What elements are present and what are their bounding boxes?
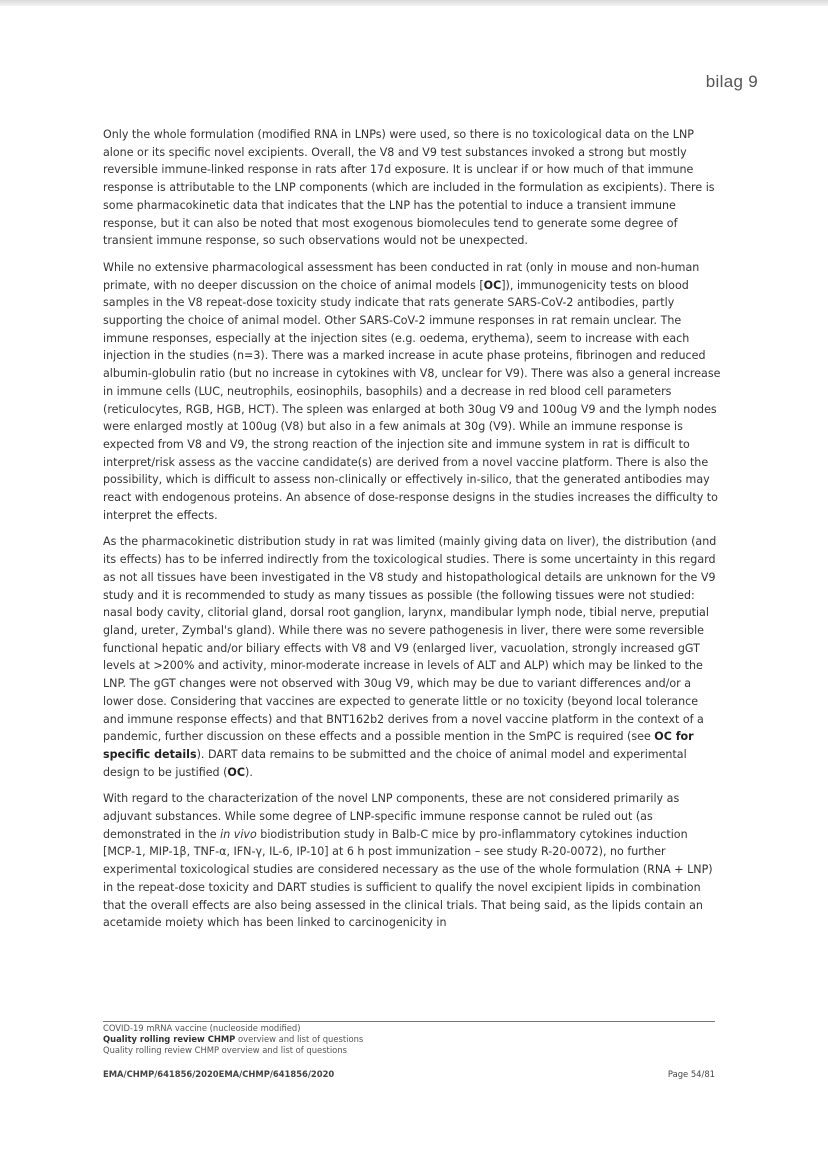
page-header-label: bilag 9 [705, 72, 758, 91]
paragraph [103, 259, 721, 525]
paragraph [103, 790, 721, 932]
document-reference: EMA/CHMP/641856/2020EMA/CHMP/641856/2020 [103, 1069, 335, 1079]
footer-title-line [103, 1034, 723, 1045]
text-run: With regard to the characterization of the novel LNP components, these are not considered primarily as adjuvant substances. While some degree of LNP-specific immune response cannot be ruled out (as demonstrated in the [103, 792, 680, 841]
page-top-edge [0, 0, 828, 6]
footer-product-line: COVID-19 mRNA vaccine (nucleoside modified) [103, 1023, 301, 1033]
text-run: ]), immunogenicity tests on blood samples in the V8 repeat-dose toxicity study indicate that rats generate SARS-CoV-2 antibodies, partly supporting the choice of animal model. Other SARS-CoV-2 immune responses in rat remain unclear. The immune responses, especially at the injection sites (e.g. oedema, erythema), seem to increase with each injection in the studies (n=3). There was a marked increase in acute phase proteins, fibrinogen and reduced albumin-globulin ratio (but no increase in cytokines with V8, unclear for V9). There was also a general increase in immune cells (LUC, neutrophils, eosinophils, basophils) and a decrease in red blood cell parameters (reticulocytes, RGB, HGB, HCT). The spleen was enlarged at both 30ug V9 and 100ug V9 and the lymph nodes were enlarged mostly at 100ug (V8) but also in a few animals at 30g (V9). While an immune response is expected from V8 and V9, the strong reaction of the injection site and immune system in rat is difficult to interpret/risk assess as the vaccine candidate(s) are derived from a novel vaccine platform. There is also the possibility, which is difficult to assess non-clinically or effectively in-silico, that the generated antibodies may react with endogenous proteins. An absence of dose-response designs in the studies increases the difficulty to interpret the effects. [103, 278, 721, 522]
page-footer [103, 1023, 723, 1055]
bold-text: OC [227, 765, 245, 779]
text-run: biodistribution study in Balb-C mice by pro-inflammatory cytokines induction [MCP-1, MIP-1β, TNF-α, IFN-γ, IL-6, IP-10] at 6 h post immunization – see study R-20-0072), no further experimental toxicological studies are considered necessary as the use of the whole formulation (RNA + LNP) in the repeat-dose toxicity and DART studies is sufficient to qualify the novel excipient lipids in combination that the overall effects are also being assessed in the clinical trials. That being said, as the lipids contain an acetamide moiety which has been linked to carcinogenicity in [103, 827, 713, 930]
footer-title-repeat: Quality rolling review CHMP overview and list of questions [103, 1044, 347, 1055]
bold-text: OC [483, 278, 502, 292]
bold-text: OC for specific details [103, 730, 694, 761]
italic-text: in vivo [220, 827, 257, 841]
page-number: Page 54/81 [667, 1069, 715, 1079]
footer-title-bold: Quality rolling review CHMP [103, 1033, 236, 1044]
paragraph [103, 533, 721, 781]
text-run: As the pharmacokinetic distribution study in rat was limited (mainly giving data on liver), the distribution (and its effects) has to be inferred indirectly from the toxicological studies. There is some uncertainty in this regard as not all tissues have been investigated in the V8 study and histopathological details are unknown for the V9 study and it is recommended to study as many tissues as possible (the following tissues were not studied: nasal body cavity, clitorial gland, dorsal root ganglion, larynx, mandibular lymph node, tibial nerve, preputial gland, ureter, Zymbal's gland). While there was no severe pathogenesis in liver, there were some reversible functional hepatic and/or biliary effects with V8 and V9 (enlarged liver, vacuolation, strongly increased gGT levels at >200% and activity, minor-moderate increase in levels of ALT and ALP) which may be linked to the LNP. The gGT changes were not observed with 30ug V9, which may be due to variant differences and/or a lower dose. Considering that vaccines are expected to generate little or no toxicity (beyond local tolerance and immune response effects) and that BNT162b2 derives from a novel vaccine platform in the context of a pandemic, further discussion on these effects and a possible mention in the SmPC is required (see [103, 535, 717, 744]
text-run: ). [245, 765, 253, 779]
footer-divider [103, 1021, 715, 1022]
text-run: ). DART data remains to be submitted and the choice of animal model and experimental design to be justified ( [103, 747, 687, 779]
document-body [103, 126, 721, 941]
text-run: While no extensive pharmacological assessment has been conducted in rat (only in mouse and non-human primate, with no deeper discussion on the choice of animal models [ [103, 260, 700, 292]
text-run: Only the whole formulation (modified RNA in LNPs) were used, so there is no toxicological data on the LNP alone or its specific novel excipients. Overall, the V8 and V9 test substances invoked a strong but mostly reversible immune-linked response in rats after 17d exposure. It is unclear if or how much of that immune response is attributable to the LNP components (which are included in the formulation as excipients). There is some pharmacokinetic data that indicates that the LNP has the potential to induce a transient immune response, but it can also be noted that most exogenous biomolecules tend to generate some degree of transient immune response, so such observations would not be unexpected. [103, 128, 715, 248]
footer-title-rest: overview and list of questions [235, 1033, 364, 1044]
paragraph [103, 126, 721, 250]
